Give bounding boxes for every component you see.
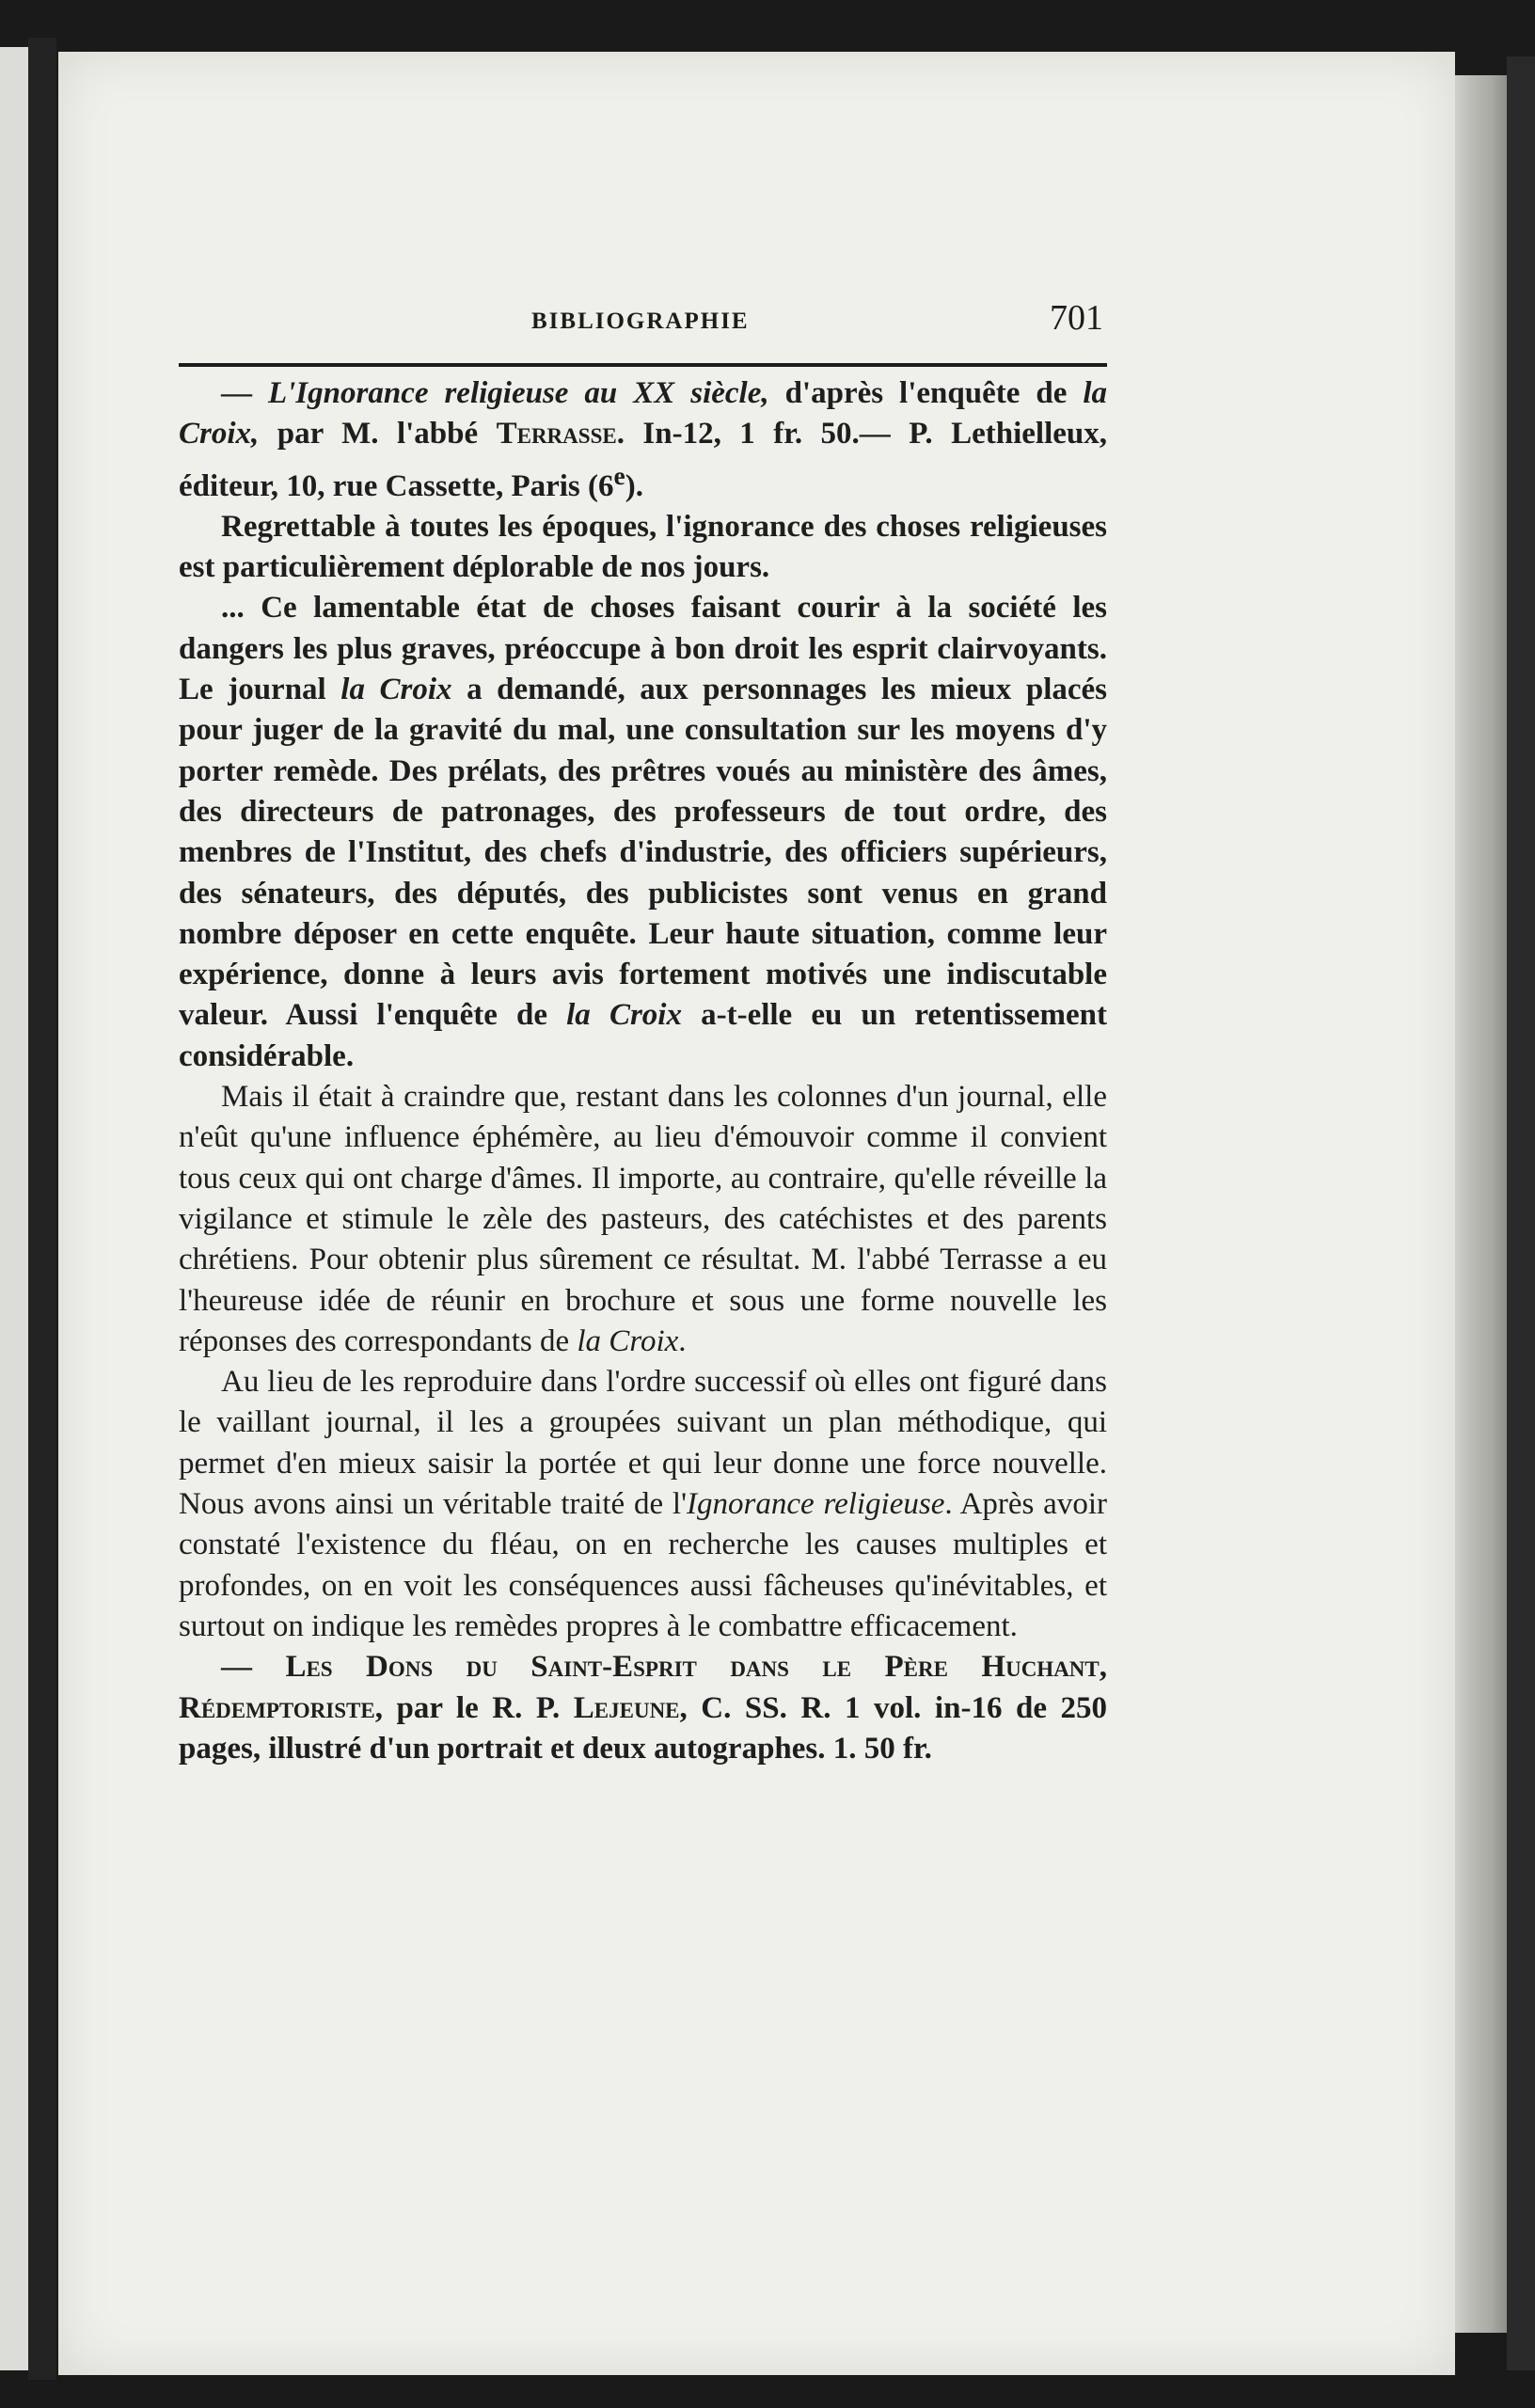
page-number: 701	[1050, 298, 1103, 338]
book-gutter	[28, 38, 56, 2380]
page-body	[179, 373, 1107, 1769]
newspaper-name: la Croix,	[179, 376, 1108, 452]
author-name: Terrasse	[496, 417, 617, 452]
review-paragraph-1: Regrettable à toutes les époques, l'ignorance des choses religieuses est particulièrement déplorable de nos jours.	[179, 509, 1107, 585]
review-paragraph-3: Mais il était à craindre que, restant dans les colonnes d'un journal, elle n'eût qu'une influence éphémère, au lieu d'émouvoir comme il convient tous ceux qui ont charge d'âmes. Il importe, au contraire, qu'elle réveille la vigilance et stimule le zèle des pasteurs, des catéchistes et des parents chrétiens. Pour obtenir plus sûrement ce résultat. M. l'abbé Terrasse a eu l'heureuse idée de réunir en brochure et sous une forme nouvelle les réponses des correspondants de la Croix.	[179, 1080, 1107, 1358]
review-paragraph-4: Au lieu de les reproduire dans l'ordre successif où elles ont figuré dans le vaillant journal, il les a groupées suivant un plan méthodique, qui permet d'en mieux saisir la portée et qui leur donne une force nouvelle. Nous avons ainsi un véritable traité de l'Ignorance religieuse. Après avoir constaté l'existence du fléau, on en recherche les causes multiples et profondes, on en voit les conséquences aussi fâcheuses qu'inévitables, et surtout on indique les remèdes propres à le combattre efficacement.	[179, 1365, 1107, 1643]
running-head: BIBLIOGRAPHIE	[531, 309, 750, 334]
author-name: Lejeune	[573, 1690, 680, 1725]
adjacent-page-edge	[0, 47, 28, 2370]
bibliography-entry-1: — L'Ignorance religieuse au XX siècle, d'après l'enquête de la Croix, par M. l'abbé Terrasse. In-12, 1 fr. 50.— P. Lethielleux, éditeur, 10, rue Cassette, Paris (6e).	[179, 376, 1108, 503]
scan-background	[1507, 56, 1535, 2370]
review-paragraph-2: ... Ce lamentable état de choses faisant courir à la société les dangers les plus graves, préoccupe à bon droit les esprit clairvoyants. Le journal la Croix a demandé, aux personnages les mieux placés pour juger de la gravité du mal, une consultation sur les moyens d'y porter remède. Des prélats, des prêtres voués au ministère des âmes, des directeurs de patronages, des professeurs de tout ordre, des menbres de l'Institut, des chefs d'industrie, des officiers supérieurs, des sénateurs, des députés, des publicistes sont venus en grand nombre déposer en cette enquête. Leur haute situation, comme leur expérience, donne à leurs avis fortement motivés une indiscutable valeur. Aussi l'enquête de la Croix a-t-elle eu un retentissement considérable.	[179, 591, 1107, 1073]
page-header	[179, 297, 1107, 367]
page-stack-edge	[1455, 75, 1507, 2333]
book-title: L'Ignorance religieuse au XX siècle,	[267, 376, 769, 410]
bibliography-entry-2: — Les Dons du Saint-Esprit dans le Père Huchant, Rédemptoriste, par le R. P. Lejeune, C. SS. R. 1 vol. in-16 de 250 pages, illustré d'un portrait et deux autographes. 1. 50 fr.	[179, 1650, 1108, 1766]
book-title: Les Dons du Saint-Esprit dans le Père Huchant, Rédemptoriste	[179, 1650, 1108, 1725]
